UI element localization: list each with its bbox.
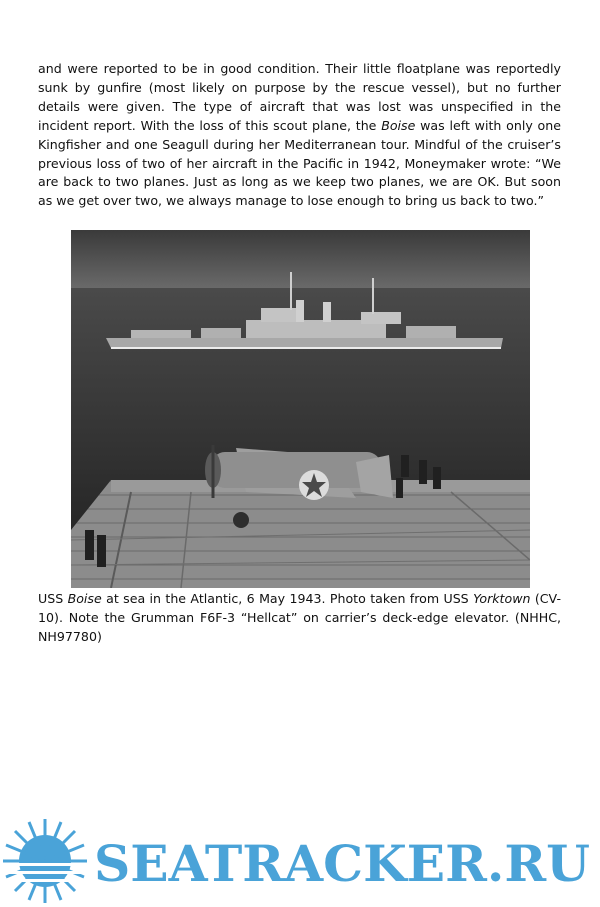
sky [71, 230, 530, 290]
historical-photo [71, 230, 530, 588]
caption-part-3: (CV-10). Note the Grumman F6F-3 “Hellcat” on carrier’s deck-edge elevator. (NHHC, NH97780) [38, 591, 561, 644]
caption-part-1: USS [38, 591, 68, 606]
body-text-part-2: was left with only one Kingfisher and one Seagull during her Mediterranean tour. Mindful of the cruiser’s previous loss of two of her aircraft in the Pacific in 1942, Moneymaker wrote: “We are back to two planes. Just as long as we keep two planes, we are OK. But soon as we get over two, we always manage to lose enough to bring us back to two.” [38, 117, 561, 209]
caption-ship-boise: Boise [67, 591, 102, 606]
logo-text: SEATRACKER.RU [94, 834, 590, 893]
ship-name-boise: Boise [381, 117, 416, 133]
sun-burst-icon [3, 819, 87, 903]
caption-ship-yorktown: Yorktown [473, 591, 531, 606]
body-paragraph [38, 60, 561, 211]
photo-caption [38, 590, 561, 647]
body-text-part-1: and were reported to be in good condition. Their little floatplane was reportedly sunk by gunfire (most likely on purpose by the rescue vessel), but no further details were given. The type of aircraft that was lost was unspecified in the incident report. With the loss of this scout plane, the [38, 61, 561, 133]
carrier-deck [71, 480, 530, 588]
seatracker-logo [0, 815, 600, 907]
caption-part-2: at sea in the Atlantic, 6 May 1943. Photo taken from USS [101, 591, 474, 606]
